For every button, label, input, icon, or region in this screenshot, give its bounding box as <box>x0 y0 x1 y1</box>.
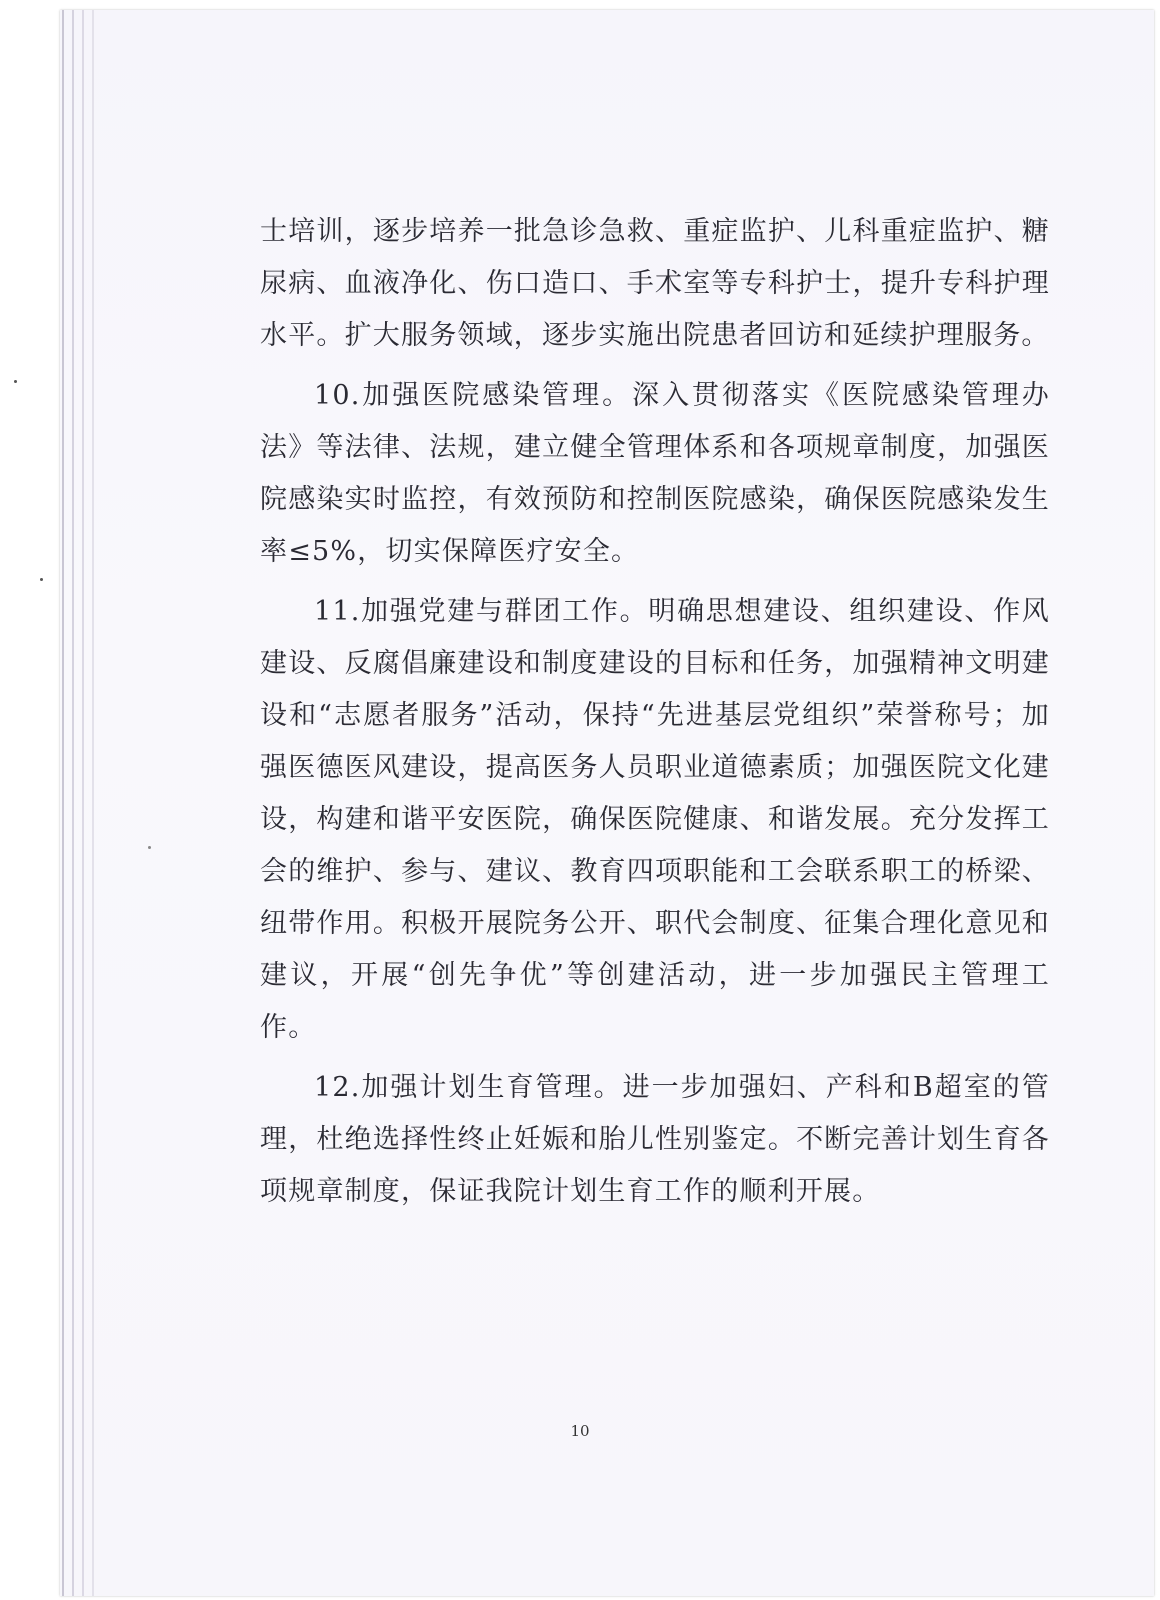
scan-speck <box>40 578 43 581</box>
paragraph-party-building: 11.加强党建与群团工作。明确思想建设、组织建设、作风建设、反腐倡廉建设和制度建设的目标和任务，加强精神文明建设和“志愿者服务”活动，保持“先进基层党组织”荣誉称号；加强医德医风建设，提高医务人员职业道德素质；加强医院文化建设，构建和谐平安医院，确保医院健康、和谐发展。充分发挥工会的维护、参与、建议、教育四项职能和工会联系职工的桥梁、纽带作用。积极开展院务公开、职代会制度、征集合理化意见和建议，开展“创先争优”等创建活动，进一步加强民主管理工作。 <box>260 596 1050 1043</box>
stacked-page-edge <box>92 10 94 1596</box>
document-body <box>260 206 1050 1226</box>
paragraph-infection-management: 10.加强医院感染管理。深入贯彻落实《医院感染管理办法》等法律、法规，建立健全管理体系和各项规章制度，加强医院感染实时监控，有效预防和控制医院感染，确保医院感染发生率≤5%，切实保障医疗安全。 <box>260 380 1050 567</box>
paragraph-family-planning: 12.加强计划生育管理。进一步加强妇、产科和B超室的管理，杜绝选择性终止妊娠和胎儿性别鉴定。不断完善计划生育各项规章制度，保证我院计划生育工作的顺利开展。 <box>260 1072 1050 1207</box>
stacked-page-edge <box>82 10 84 1596</box>
page-number: 10 <box>570 1422 590 1440</box>
scan-speck <box>14 380 17 383</box>
stacked-page-edge <box>62 10 64 1596</box>
stacked-page-edge <box>72 10 74 1596</box>
scan-speck <box>148 846 151 849</box>
paragraph-nursing-training: 士培训，逐步培养一批急诊急救、重症监护、儿科重症监护、糖尿病、血液净化、伤口造口、手术室等专科护士，提升专科护理水平。扩大服务领域，逐步实施出院患者回访和延续护理服务。 <box>260 216 1050 351</box>
